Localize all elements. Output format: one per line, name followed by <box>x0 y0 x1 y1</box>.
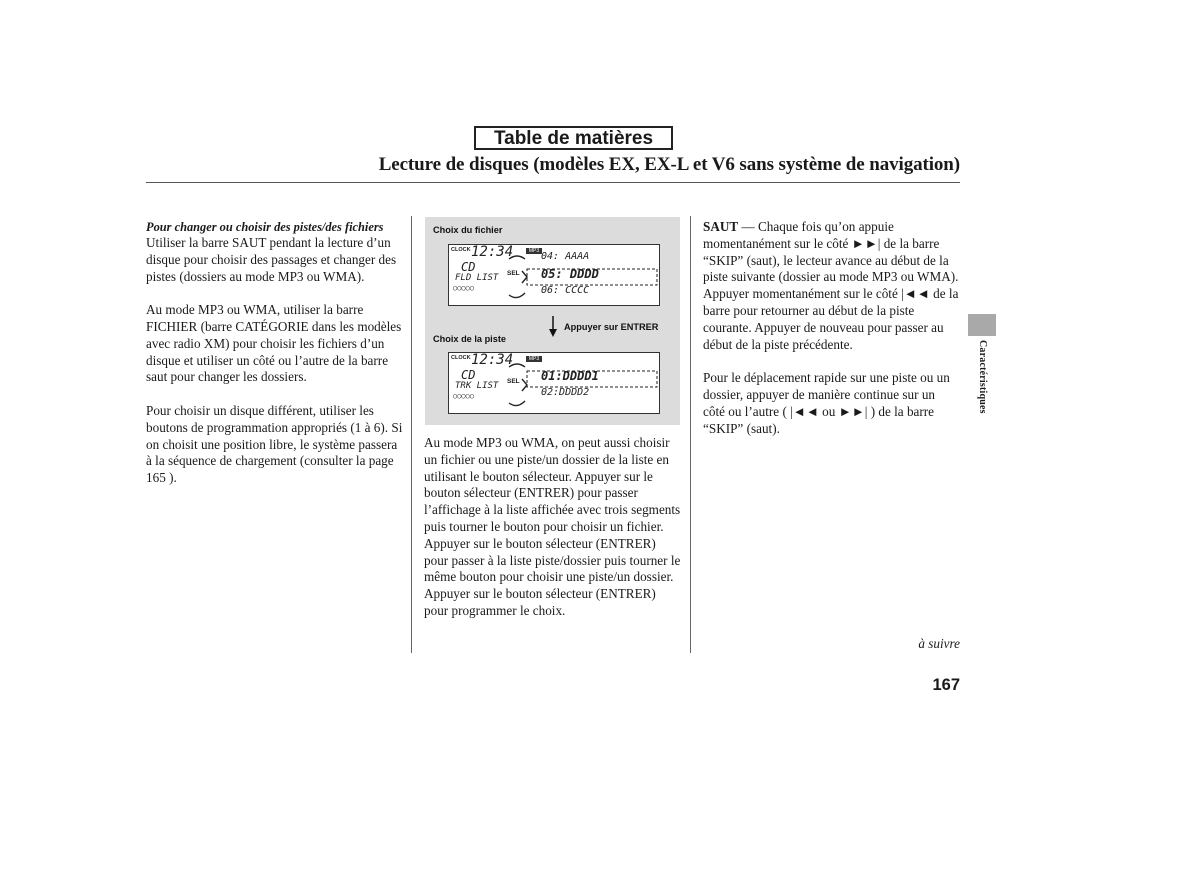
right-column <box>703 219 959 454</box>
lcd-dots: ○○○○○ <box>453 392 475 400</box>
arrow-label-enter: Appuyer sur ENTRER <box>564 322 659 332</box>
section-side-tab[interactable] <box>968 314 996 336</box>
section-side-label: Caractéristiques <box>977 340 988 414</box>
lcd-mode: TRK LIST <box>455 381 499 391</box>
mp3-badge: MP3 <box>526 356 542 362</box>
saut-term: SAUT <box>703 219 739 234</box>
header-rule <box>146 182 960 183</box>
lcd-line-1: 04: AAAA <box>541 251 590 262</box>
column-divider-left <box>411 216 412 653</box>
middle-column <box>424 435 682 637</box>
lcd-time: 12:34 <box>471 352 514 368</box>
left-paragraph-3: Pour choisir un disque différent, utiliser les boutons de programmation appropriés (1 à 6). Si on choisit une position libre, le système passera à la séquence de chargement (consulter la page 165 ). <box>146 402 403 486</box>
figure-label-track: Choix de la piste <box>433 334 507 344</box>
lcd-line-2-selected: 05: DDDD <box>541 267 599 281</box>
lcd-line-3: 06: CCCC <box>541 285 590 296</box>
selector-brackets <box>501 357 661 411</box>
saut-paragraph <box>703 219 959 353</box>
clock-tag: CLOCK <box>451 247 471 253</box>
page-title: Lecture de disques (modèles EX, EX-L et V6 sans système de navigation) <box>378 154 960 175</box>
lcd-mode: FLD LIST <box>455 273 499 283</box>
page-number: 167 <box>932 676 960 694</box>
right-paragraph-2: Pour le déplacement rapide sur une piste ou un dossier, appuyer de manière continue sur un côté ou l’autre ( |◄◄ ou ►►| ) de la barre “SKIP” (saut). <box>703 370 950 436</box>
left-column <box>146 219 406 504</box>
table-of-contents-button[interactable]: Table de matières <box>474 126 673 150</box>
lcd-time: 12:34 <box>471 244 514 260</box>
lcd-display-track-select <box>448 352 660 414</box>
column-divider-right <box>690 216 691 653</box>
figure-label-file: Choix du fichier <box>433 225 503 235</box>
lcd-display-file-select <box>448 244 660 306</box>
left-paragraph-1: Utiliser la barre SAUT pendant la lecture d’un disque pour choisir des passages et changer des pistes (dossiers au mode MP3 ou WMA). <box>146 235 397 284</box>
arrow-down-icon <box>548 316 558 338</box>
lcd-dots: ○○○○○ <box>453 284 475 292</box>
clock-tag: CLOCK <box>451 355 471 361</box>
left-paragraph-2: Au mode MP3 ou WMA, utiliser la barre FICHIER (barre CATÉGORIE dans les modèles avec radio XM) pour choisir les fichiers d’un disque et utiliser un côté ou l’autre de la barre saut pour changer les dossiers. <box>146 302 402 385</box>
mp3-badge: MP3 <box>526 248 542 254</box>
lcd-source: CD <box>461 260 476 274</box>
lcd-line-2: 02:DDDD2 <box>541 387 590 398</box>
sel-indicator: SEL <box>507 270 520 277</box>
section-subheading: Pour changer ou choisir des pistes/des fichiers <box>146 220 384 234</box>
sel-indicator: SEL <box>507 378 520 385</box>
continued-note: à suivre <box>918 636 960 651</box>
lcd-line-1-selected: 01:DDDD1 <box>541 369 599 383</box>
saut-text: — Chaque fois qu’on appuie momentanément sur le côté ►►| de la barre “SKIP” (saut), le lecteur avance au début de la piste suivante (dossier au mode MP3 ou WMA). Appuyer momentanément sur le côté |◄◄ de la barre pour retourner au début de la piste courante. Appuyer de nouveau pour passer au début de la piste précédente. <box>703 219 959 352</box>
middle-paragraph-1: Au mode MP3 ou WMA, on peut aussi choisir un fichier ou une piste/un dossier de la liste en utilisant le bouton sélecteur. Appuyer sur le bouton sélecteur (ENTRER) pour passer l’affichage à la liste affichée avec trois segments puis tourner le bouton pour choisir un fichier. Appuyer sur le bouton sélecteur (ENTRER) pour passer à la liste piste/dossier puis tourner le même bouton pour choisir une piste/un dossier. Appuyer sur le bouton sélecteur (ENTRER) pour programmer le choix. <box>424 435 681 618</box>
lcd-source: CD <box>461 368 476 382</box>
